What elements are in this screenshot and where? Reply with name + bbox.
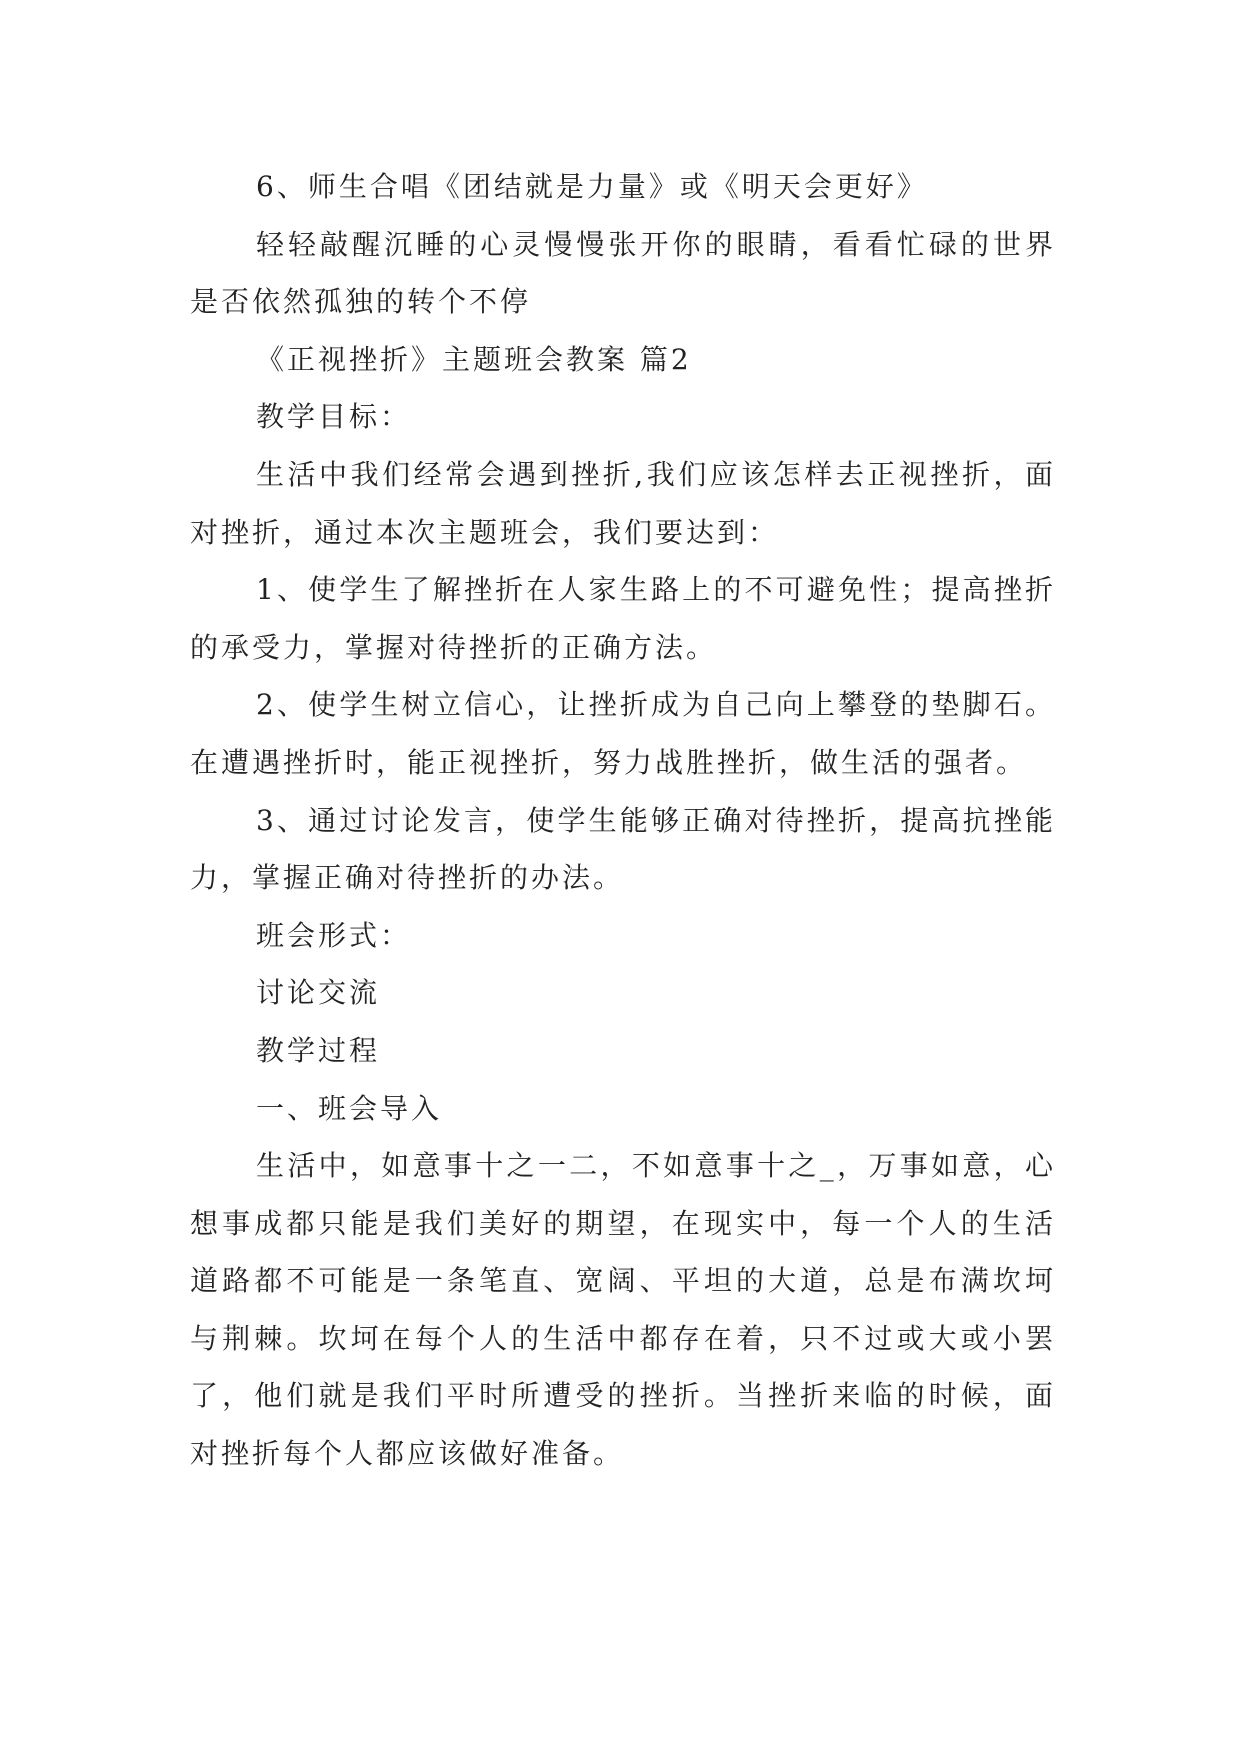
goals-intro-paragraph: 生活中我们经常会遇到挫折,我们应该怎样去正视挫折，面对挫折，通过本次主题班会，我们要达到： xyxy=(190,457,1056,549)
lyric-paragraph: 轻轻敲醒沉睡的心灵慢慢张开你的眼睛，看看忙碌的世界是否依然孤独的转个不停 xyxy=(190,227,1056,319)
heading-teaching-goals: 教学目标： xyxy=(256,400,412,434)
heading-teaching-process: 教学过程 xyxy=(256,1033,381,1067)
heading-class-format: 班会形式： xyxy=(256,918,412,952)
subheading-introduction: 一、班会导入 xyxy=(256,1091,443,1125)
document-body xyxy=(190,158,1056,1483)
section-title: 《正视挫折》主题班会教案 篇2 xyxy=(256,342,692,376)
goal-item-1: 1、使学生了解挫折在人家生路上的不可避免性；提高挫折的承受力，掌握对待挫折的正确方法。 xyxy=(190,573,1056,664)
song-line: 6、师生合唱《团结就是力量》或《明天会更好》 xyxy=(256,170,928,203)
goal-item-3: 3、通过讨论发言，使学生能够正确对待挫折，提高抗挫能力，掌握正确对待挫折的办法。 xyxy=(190,803,1056,895)
goal-item-2: 2、使学生树立信心，让挫折成为自己向上攀登的垫脚石。在遭遇挫折时，能正视挫折，努力战胜挫折，做生活的强者。 xyxy=(190,688,1056,779)
introduction-paragraph: 生活中，如意事十之一二，不如意事十之_，万事如意，心想事成都只能是我们美好的期望，在现实中，每一个人的生活道路都不可能是一条笔直、宽阔、平坦的大道，总是布满坎坷与荆棘。坎坷在每个人的生活中都存在着，只不过或大或小罢了，他们就是我们平时所遭受的挫折。当挫折来临的时候，面对挫折每个人都应该做好准备。 xyxy=(190,1149,1056,1471)
class-format-value: 讨论交流 xyxy=(256,976,381,1010)
